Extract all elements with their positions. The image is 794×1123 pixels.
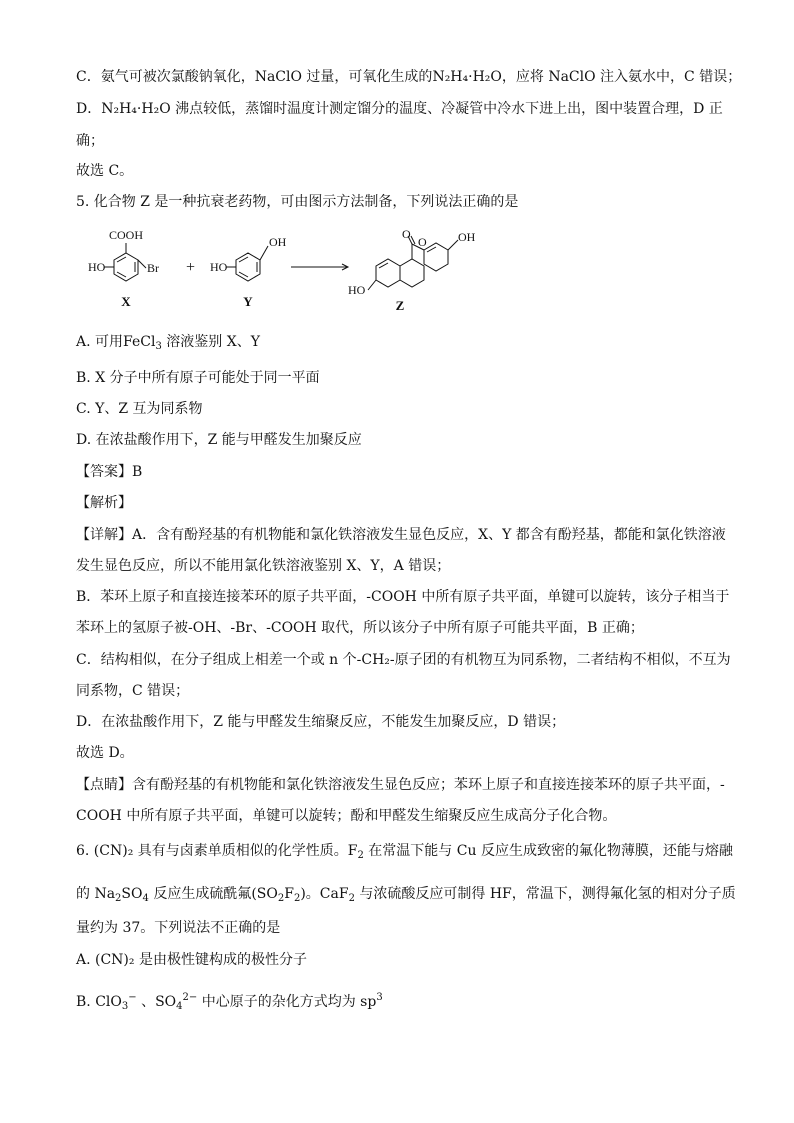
detail-line-6: 同系物，C 错误； <box>76 683 190 699</box>
option-c-prev <box>76 68 741 86</box>
text: SO <box>121 886 143 902</box>
x-name: X <box>121 294 131 309</box>
reaction-scheme <box>76 226 496 316</box>
text: 与浓硫酸反应可制得 HF，常温下，测得氟化氢的相对分子质 <box>354 886 736 902</box>
detail-line-2: 发生显色反应，所以不能用氯化铁溶液鉴别 X、Y，A 错误； <box>76 558 451 574</box>
text: 中心原子的杂化方式均为 sp <box>197 994 377 1010</box>
text: B. ClO <box>76 994 122 1010</box>
text: 在常温下能与 Cu 反应生成致密的氟化物薄膜，还能与熔融 <box>363 843 733 859</box>
text: 溶液鉴别 X、Y <box>161 334 260 350</box>
z-name: Z <box>395 298 405 313</box>
text: 沸点较低，蒸馏时温度计测定馏分的温度、冷凝管中冷水下进上出，图中装置合理，D 正 <box>170 101 723 117</box>
text: D． <box>76 101 102 117</box>
subscript: 4 <box>176 1001 183 1012</box>
detail-line-4: 苯环上的氢原子被-OH、-Br、-COOH 取代，所以该分子中所有原子可能共平面，B 正确； <box>76 620 644 636</box>
y-oh-label: OH <box>269 235 287 249</box>
analysis-label: 【解析】 <box>76 495 132 511</box>
text: C．氨气可被次氯酸钠氧化，NaClO 过量，可氧化生成的 <box>76 69 433 85</box>
question-6-line-1 <box>76 842 733 865</box>
question-6-line-3: 量约为 37。下列说法不正确的是 <box>76 920 281 936</box>
option-a <box>76 333 260 356</box>
detail-line-3: B．苯环上原子和直接连接苯环的原子共平面，-COOH 中所有原子共平面，单键可以旋转，该分子相当于 <box>76 589 730 605</box>
subscript: 2 <box>277 893 285 904</box>
text: A. 可用 <box>76 334 124 350</box>
text: 的 Na <box>76 886 116 902</box>
formula: N₂H₄·H₂O <box>432 69 502 85</box>
x-cooh-label: COOH <box>108 228 144 242</box>
comment-line-2: COOH 中所有原子共平面，单键可以旋转；酚和甲醛发生缩聚反应生成高分子化合物。 <box>76 808 617 824</box>
x-ho-label: HO <box>88 260 106 274</box>
answer-label: 【答案】B <box>76 464 143 480</box>
plus-sign: + <box>186 259 196 276</box>
y-ho-label: HO <box>210 260 228 274</box>
detail-line-1: 【详解】A．含有酚羟基的有机物能和氯化铁溶液发生显色反应，X、Y 都含有酚羟基，都能和氯化铁溶液 <box>76 527 726 543</box>
superscript: − <box>128 992 137 1003</box>
superscript: 3 <box>376 992 383 1003</box>
q6-option-a: A. (CN)₂ 是由极性键构成的极性分子 <box>76 952 307 968</box>
option-d-prev-cont: 确； <box>76 133 104 149</box>
superscript: 2− <box>182 992 198 1003</box>
z-ring-o: O <box>418 235 427 249</box>
option-c: C. Y、Z 互为同系物 <box>76 401 203 417</box>
subscript: 2 <box>115 893 122 904</box>
choose-d: 故选 D。 <box>76 745 134 761</box>
formula: FeCl <box>123 334 156 350</box>
choose-c: 故选 C。 <box>76 163 134 179</box>
x-br-label: Br <box>147 261 159 275</box>
subscript: 3 <box>155 341 162 352</box>
option-d: D. 在浓盐酸作用下，Z 能与甲醛发生加聚反应 <box>76 432 362 448</box>
subscript: 2 <box>357 850 364 861</box>
option-b: B. X 分子中所有原子可能处于同一平面 <box>76 370 320 386</box>
detail-line-7: D．在浓盐酸作用下，Z 能与甲醛发生缩聚反应，不能发生加聚反应，D 错误； <box>76 714 566 730</box>
subscript: 3 <box>121 1001 129 1012</box>
option-d-prev <box>76 100 723 118</box>
text: F <box>284 886 294 902</box>
q6-option-b <box>76 989 383 1016</box>
text: ，应将 NaClO 注入氨水中，C 错误； <box>501 69 742 85</box>
z-ho-label: HO <box>348 283 366 297</box>
subscript: 4 <box>142 893 149 904</box>
question-6-line-2 <box>76 885 736 908</box>
y-name: Y <box>243 294 253 309</box>
text: 6. (CN)₂ 具有与卤素单质相似的化学性质。F <box>76 843 358 859</box>
detail-line-5: C．结构相似，在分子组成上相差一个或 n 个-CH₂-原子团的有机物互为同系物，二者结构不相似，不互为 <box>76 652 731 668</box>
comment-line-1: 【点睛】含有酚羟基的有机物能和氯化铁溶液发生显色反应；苯环上原子和直接连接苯环的原子共平面，- <box>76 777 725 793</box>
formula: N₂H₄·H₂O <box>101 101 171 117</box>
subscript: 2 <box>293 893 301 904</box>
question-5: 5. 化合物 Z 是一种抗衰老药物，可由图示方法制备，下列说法正确的是 <box>76 194 519 210</box>
z-carbonyl-o: O <box>402 227 411 241</box>
text: 反应生成硫酰氟(SO <box>148 886 278 902</box>
text: 、SO <box>136 994 177 1010</box>
subscript: 2 <box>348 893 355 904</box>
z-oh-label: OH <box>458 230 476 244</box>
text: )。CaF <box>300 886 349 902</box>
